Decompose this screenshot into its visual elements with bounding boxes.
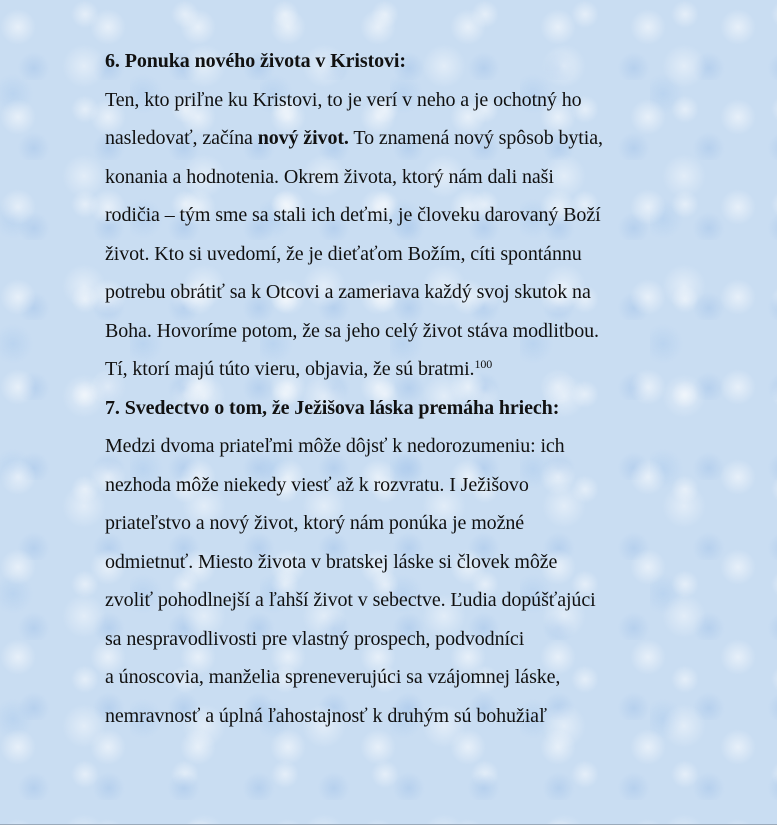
body-line: rodičia – tým sme sa stali ich deťmi, je človeku darovaný Boží xyxy=(105,204,601,226)
body-line: Ten, kto priľne ku Kristovi, to je verí v neho a je ochotný ho xyxy=(105,88,582,111)
body-line: nezhoda môže niekedy viesť až k rozvratu. I Ježišovo xyxy=(105,473,529,496)
emphasis-text: nový život. xyxy=(257,127,349,149)
body-line xyxy=(105,350,705,389)
body-line: zvoliť pohodlnejší a ľahší život v sebectve. Ľudia dopúšťajúci xyxy=(105,589,596,611)
body-line: priateľstvo a nový život, ktorý nám ponúka je možné xyxy=(105,512,525,534)
body-line: nemravnosť a úplná ľahostajnosť k druhým sú bohužiaľ xyxy=(105,704,547,727)
body-line: Medzi dvoma priateľmi môže dôjsť k nedorozumeniu: ich xyxy=(105,435,565,457)
footnote-marker[interactable]: 100 xyxy=(474,357,493,371)
body-line: život. Kto si uvedomí, že je dieťaťom Božím, cíti spontánnu xyxy=(105,242,582,265)
document-page xyxy=(105,42,705,735)
body-line: a únoscovia, manželia spreneverujúci sa vzájomnej láske, xyxy=(105,666,561,688)
body-text: To znamená nový spôsob bytia, xyxy=(348,127,603,149)
body-line: Boha. Hovoríme potom, že sa jeho celý život stáva modlitbou. xyxy=(105,319,599,342)
body-text: nasledovať, začína xyxy=(105,127,258,149)
section-6-heading: 6. Ponuka nového života v Kristovi: xyxy=(105,50,406,72)
body-line: konania a hodnotenia. Okrem života, ktorý nám dali naši xyxy=(105,165,554,188)
body-line: sa nespravodlivosti pre vlastný prospech, podvodníci xyxy=(105,627,525,650)
body-line: potrebu obrátiť sa k Otcovi a zameriava každý svoj skutok na xyxy=(105,281,591,303)
section-7-heading: 7. Svedectvo o tom, že Ježišova láska premáha hriech: xyxy=(105,396,560,419)
body-line: odmietnuť. Miesto života v bratskej láske si človek môže xyxy=(105,550,558,573)
body-line xyxy=(105,119,705,158)
body-text: Tí, ktorí majú túto vieru, objavia, že sú bratmi. xyxy=(105,358,475,380)
